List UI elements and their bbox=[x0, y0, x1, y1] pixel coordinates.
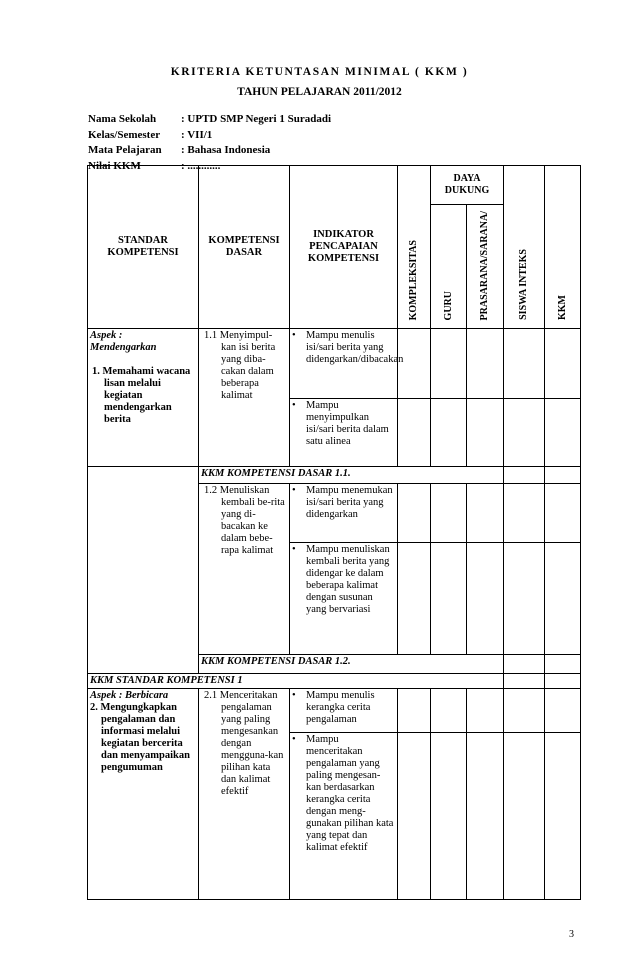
kd-1-2-text: 1.2 Menuliskan kembali be-rita yang di-bacakan ke dalam bebe-rapa kalimat bbox=[204, 485, 285, 556]
kkm-value bbox=[545, 329, 581, 399]
indikator-cell bbox=[290, 484, 398, 543]
indikator-cell bbox=[290, 329, 404, 399]
header-kkm bbox=[545, 166, 581, 329]
info-label: Kelas/Semester bbox=[88, 128, 161, 141]
guru-value bbox=[431, 689, 467, 733]
guru-value bbox=[431, 733, 467, 900]
header-guru bbox=[431, 205, 467, 329]
guru-value bbox=[431, 543, 467, 655]
aspek-label: Aspek : Berbicara bbox=[90, 690, 169, 701]
sk2-cell bbox=[88, 689, 199, 900]
bullet-icon: • bbox=[292, 734, 296, 745]
standar-kompetensi-2: 2. Mengungkapkan pengalaman dan informasi melalui kegiatan bercerita dan menyampaikan pengumuman bbox=[90, 702, 190, 773]
kompleksitas-value bbox=[398, 484, 431, 543]
kkm-value bbox=[545, 399, 581, 467]
siswa-value bbox=[504, 674, 545, 689]
page-number: 3 bbox=[569, 929, 574, 940]
info-label: Nama Sekolah bbox=[88, 113, 157, 125]
indikator-text: Mampu menemukan isi/sari berita yang didengarkan bbox=[306, 485, 393, 520]
prasarana-value bbox=[467, 484, 504, 543]
kkm-value bbox=[545, 655, 581, 674]
kkm-value bbox=[545, 543, 581, 655]
bullet-icon: • bbox=[292, 330, 296, 341]
kkm-value bbox=[545, 467, 581, 484]
kompleksitas-value bbox=[398, 399, 431, 467]
kkm-kd-1-1-label: KKM KOMPETENSI DASAR 1.1. bbox=[199, 467, 504, 484]
aspek-label: Aspek : bbox=[90, 330, 123, 341]
guru-value bbox=[431, 329, 467, 399]
bullet-icon: • bbox=[292, 544, 296, 555]
kd-1-1 bbox=[199, 329, 290, 467]
guru-value bbox=[431, 484, 467, 543]
kompleksitas-value bbox=[398, 689, 431, 733]
siswa-value bbox=[504, 399, 545, 467]
sk1-cell bbox=[88, 329, 199, 467]
siswa-value bbox=[504, 484, 545, 543]
header-prasarana-label: PRASARANA/SARANA/ bbox=[479, 210, 490, 320]
bullet-icon: • bbox=[292, 485, 296, 496]
kd-2-1-text: 2.1 Menceritakan pengalaman yang paling mengesankan dengan mengguna-kan pilihan kata dan kalimat efektif bbox=[204, 690, 284, 797]
indikator-text: Mampu menceritakan pengalaman yang paling mengesan-kan berdasarkan kerangka cerita dengan meng-gunakan pilihan kata yang tepat dan kalimat efektif bbox=[306, 734, 394, 853]
kkm-kd-1-2-label: KKM KOMPETENSI DASAR 1.2. bbox=[199, 655, 504, 674]
siswa-value bbox=[504, 733, 545, 900]
kkm-value bbox=[545, 674, 581, 689]
aspek-name: Mendengarkan bbox=[90, 342, 157, 353]
bullet-icon: • bbox=[292, 690, 296, 701]
prasarana-value bbox=[467, 543, 504, 655]
info-row bbox=[88, 129, 331, 145]
kompleksitas-value bbox=[398, 733, 431, 900]
kkm-sk-1-label: KKM STANDAR KOMPETENSI 1 bbox=[88, 674, 504, 689]
info-value: : VII/1 bbox=[181, 128, 213, 141]
info-row bbox=[88, 113, 331, 129]
kkm-table bbox=[87, 165, 581, 900]
siswa-value bbox=[504, 329, 545, 399]
header-kompleksitas bbox=[398, 166, 431, 329]
guru-value bbox=[431, 399, 467, 467]
header-kkm-label: KKM bbox=[556, 295, 568, 320]
indikator-text: Mampu menuliskan kembali berita yang didengar ke dalam beberapa kalimat dengan susunan yang bervariasi bbox=[306, 544, 390, 615]
indikator-cell bbox=[290, 733, 398, 900]
standar-kompetensi-1: 1. Memahami wacana lisan melalui kegiatan mendengarkan berita bbox=[92, 366, 191, 425]
info-value: : ............ bbox=[181, 159, 221, 172]
header-prasarana bbox=[467, 205, 504, 329]
sk1-continued bbox=[88, 467, 199, 674]
document-title: KRITERIA KETUNTASAN MINIMAL ( KKM ) bbox=[170, 66, 469, 78]
info-label: Mata Pelajaran bbox=[88, 144, 162, 156]
info-value: : Bahasa Indonesia bbox=[181, 144, 271, 156]
kkm-value bbox=[545, 733, 581, 900]
prasarana-value bbox=[467, 689, 504, 733]
siswa-value bbox=[504, 655, 545, 674]
header-guru-label: GURU bbox=[442, 290, 454, 320]
indikator-text: Mampu menulis isi/sari berita yang didengarkan/dibacakan bbox=[306, 330, 404, 365]
prasarana-value bbox=[467, 399, 504, 467]
info-value: : UPTD SMP Negeri 1 Suradadi bbox=[181, 113, 332, 125]
prasarana-value bbox=[467, 329, 504, 399]
siswa-value bbox=[504, 467, 545, 484]
kkm-value bbox=[545, 689, 581, 733]
indikator-cell bbox=[290, 689, 398, 733]
header-siswa bbox=[504, 166, 545, 329]
siswa-value bbox=[504, 543, 545, 655]
indikator-cell bbox=[290, 399, 398, 467]
kd-1-1-text: 1.1 Menyimpul-kan isi berita yang diba-cakan dalam beberapa kalimat bbox=[204, 330, 276, 401]
indikator-text: Mampu menulis kerangka cerita pengalaman bbox=[306, 690, 375, 725]
kd-1-2 bbox=[199, 484, 290, 655]
kompleksitas-value bbox=[398, 543, 431, 655]
header-kompleksitas-label: KOMPLEKSITAS bbox=[408, 239, 419, 320]
header-kompetensi-dasar: KOMPETENSI DASAR bbox=[199, 166, 290, 329]
bullet-icon: • bbox=[292, 400, 296, 411]
header-daya-dukung: DAYA DUKUNG bbox=[431, 166, 504, 205]
info-row bbox=[88, 144, 331, 160]
siswa-value bbox=[504, 689, 545, 733]
header-siswa-label: SISWA INTEKS bbox=[518, 249, 530, 320]
kkm-value bbox=[545, 484, 581, 543]
indikator-text: Mampu menyimpulkan isi/sari berita dalam satu alinea bbox=[306, 400, 389, 447]
document-subtitle: TAHUN PELAJARAN 2011/2012 bbox=[237, 86, 402, 98]
kd-2-1 bbox=[199, 689, 290, 900]
prasarana-value bbox=[467, 733, 504, 900]
info-label: Nilai KKM bbox=[88, 159, 141, 172]
indikator-cell bbox=[290, 543, 398, 655]
header-standar: STANDAR KOMPETENSI bbox=[88, 166, 199, 329]
header-indikator: INDIKATOR PENCAPAIAN KOMPETENSI bbox=[290, 166, 398, 329]
